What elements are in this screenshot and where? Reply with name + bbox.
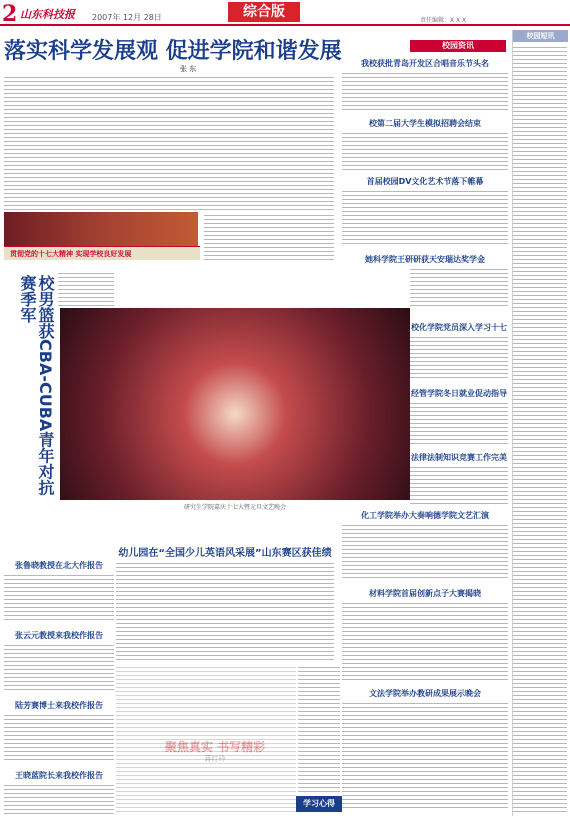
lead-body-text — [4, 74, 334, 212]
left-text-2 — [4, 642, 114, 690]
right-text-7 — [410, 464, 508, 504]
right-text-2 — [342, 130, 508, 170]
lead-body-text-2 — [204, 212, 334, 260]
study-tag: 学习心得 — [296, 796, 342, 812]
left-headline-3: 陆芳赛博士来我校作报告 — [15, 701, 103, 710]
lead-banner: 贯彻党的十七大精神 实现学校良好发展 — [4, 246, 200, 260]
right-text-6 — [410, 400, 508, 446]
masthead — [0, 0, 570, 26]
right-headline-2: 校第二届大学生模拟招聘会结束 — [369, 119, 481, 128]
middle-headline: 幼儿园在“全国少儿英语风采展”山东赛区获佳绩 — [118, 548, 332, 559]
right-text-3 — [342, 188, 508, 244]
left-text-1 — [4, 572, 114, 620]
right-headline-1: 我校获批青岛开发区合唱音乐节头名 — [361, 59, 489, 68]
news-section-header: 校园资讯 — [410, 40, 506, 52]
left-text-0 — [58, 270, 114, 308]
right-text-4 — [410, 266, 508, 306]
left-headline-4: 王晓蓝院长来我校作报告 — [15, 771, 103, 780]
issue-date: 2007年 12月 28日 — [92, 13, 162, 22]
left-vertical-headline: 校男篮获CBA-CUBA青年对抗赛季军 — [18, 275, 55, 496]
right-text-10 — [342, 700, 508, 810]
right-text-1 — [342, 70, 508, 110]
column-text-2 — [298, 664, 340, 792]
left-headline-2: 张云元教授来我校作报告 — [15, 631, 103, 640]
right-headline-5: 校化学院党员深入学习十七 — [411, 323, 507, 332]
right-text-8 — [342, 522, 508, 578]
lead-photo — [4, 212, 198, 248]
editor-line: 责任编辑：X X X — [420, 17, 467, 24]
paper-name: 山东科技报 — [20, 8, 75, 21]
sidebar-title: 校园短讯 — [513, 30, 568, 42]
lead-author: 张 东 — [180, 65, 197, 73]
page-number: 2 — [2, 1, 18, 27]
sidebar-news — [512, 30, 568, 816]
column-text — [116, 664, 296, 814]
right-text-9 — [342, 600, 508, 680]
sidebar-text — [513, 44, 567, 814]
photo-caption: 研究生学院嘉庆十七大暨元旦文艺晚会 — [183, 504, 286, 511]
right-headline-6: 经管学院冬日就业促动指导 — [411, 389, 507, 398]
middle-text — [116, 560, 334, 660]
section-badge: 综合版 — [228, 2, 300, 22]
right-text-5 — [410, 334, 508, 380]
right-headline-4: 她科学院王研研获天安瑞达奖学金 — [365, 255, 485, 264]
left-headline-1: 张鲁晓教授在北大作报告 — [15, 561, 103, 570]
left-text-4 — [4, 782, 114, 814]
right-headline-7: 法律法制知识竞赛工作完美 — [411, 453, 507, 462]
event-photo — [60, 308, 410, 500]
right-headline-3: 首届校园DV文化艺术节落下帷幕 — [366, 177, 484, 186]
right-headline-8: 化工学院举办大奏响德学院文艺汇演 — [361, 511, 489, 520]
left-text-3 — [4, 712, 114, 760]
right-headline-10: 文法学院举办教研成果展示晚会 — [369, 689, 481, 698]
right-headline-9: 材料学院首届创新点子大赛揭晓 — [369, 589, 481, 598]
lead-headline: 落实科学发展观 促进学院和谐发展 — [4, 39, 342, 64]
